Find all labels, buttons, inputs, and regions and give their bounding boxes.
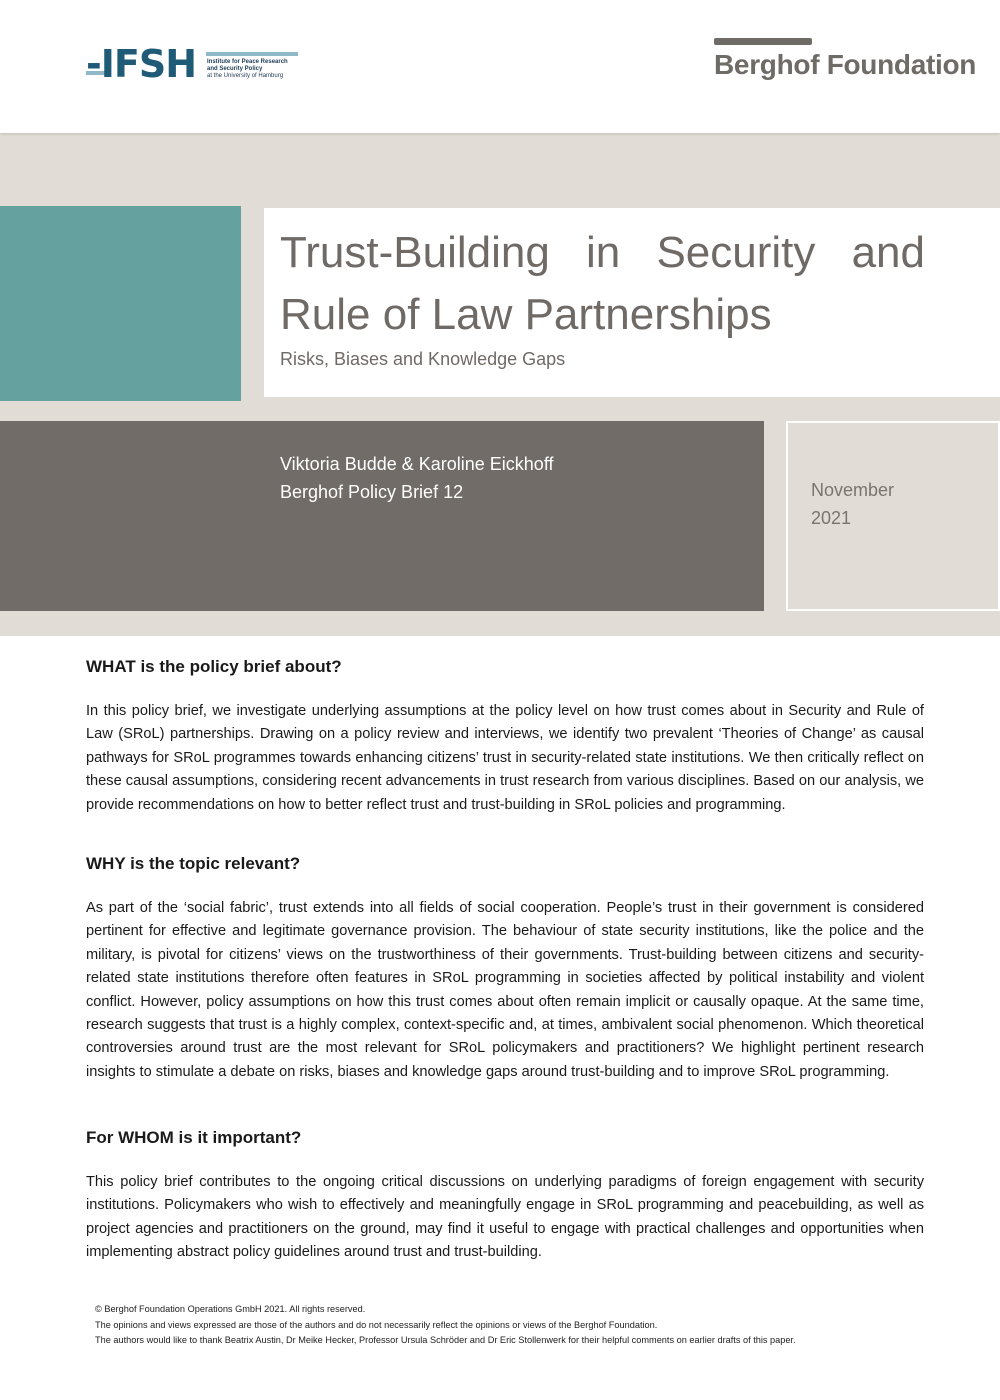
berghof-logo-bar bbox=[714, 38, 812, 45]
berghof-logo-name: Berghof Foundation bbox=[714, 49, 977, 80]
section-text: This policy brief contributes to the ongoing critical discussions on underlying paradigms of foreign engagement with security institutions. Policymakers who wish to effectively and meaningfully engage in SRoL programming and peacebuilding, as well as project agencies and practitioners on the ground, may find it useful to engage with practical challenges and opportunities when implementing abstract policy guidelines around trust and trust-building. bbox=[86, 1174, 924, 1261]
page-title: Trust-Building in Security and Rule of Law Partnerships bbox=[280, 228, 925, 339]
series-label: Berghof Policy Brief 12 bbox=[280, 482, 464, 502]
ifsh-logo-bar bbox=[206, 52, 298, 56]
section-heading: WHAT is the policy brief about? bbox=[86, 657, 342, 676]
ifsh-logo-mark: -IFSH bbox=[86, 42, 197, 86]
section-text: As part of the ‘social fabric’, trust extends into all fields of social cooperation. People’s trust in their government is considered pertinent for effective and legitimate governance provision. The behaviour of state security institutions, like the police and the military, is pivotal for citizens’ views on the trustworthiness of their governments. Trust-building between citizens and security-related state institutions therefore often features in SRoL programming in societies affected by political instability and violent conflict. However, policy assumptions on how this trust comes about often remain implicit or causally opaque. At the same time, research suggests that trust is a highly complex, context-specific and, at times, ambivalent social phenomenon. Which theoretical controversies around trust are the most relevant for SRoL policymakers and practitioners? We highlight pertinent research insights to stimulate a debate on risks, biases and knowledge gaps around trust-building and to improve SRoL programming. bbox=[86, 900, 924, 1080]
publication-month: November bbox=[811, 480, 895, 500]
publication-year: 2021 bbox=[811, 508, 852, 528]
teal-accent-block bbox=[0, 206, 241, 401]
disclaimer: The opinions and views expressed are those of the authors and do not necessarily reflect the opinions or views of the Berghof Foundation. bbox=[95, 1319, 658, 1330]
acknowledgement: The authors would like to thank Beatrix Austin, Dr Meike Hecker, Professor Ursula Schröder and Dr Eric Stollenwerk for their helpful comments on earlier drafts of this paper. bbox=[95, 1335, 796, 1346]
publication-date bbox=[811, 476, 894, 532]
page-header bbox=[0, 0, 1000, 133]
ifsh-logo-text: Institute for Peace Research and Security Policy at the University of Hamburg bbox=[207, 59, 288, 79]
section-heading: WHY is the topic relevant? bbox=[86, 854, 301, 873]
section-text: In this policy brief, we investigate underlying assumptions at the policy level on how trust comes about in Security and Rule of Law (SRoL) partnerships. Drawing on a policy review and interviews, we identify two prevalent ‘Theories of Change’ as causal pathways for SRoL programmes towards enhancing citizens’ trust in security-related state institutions. We then critically reflect on these causal assumptions, considering recent advancements in trust research from various disciplines. Based on our analysis, we provide recommendations on how to better reflect trust and trust-building in SRoL policies and programming. bbox=[86, 703, 924, 813]
copyright-notice: © Berghof Foundation Operations GmbH 2021. All rights reserved. bbox=[95, 1304, 366, 1314]
page-footer bbox=[95, 1302, 935, 1349]
author-info bbox=[280, 450, 554, 506]
page-subtitle: Risks, Biases and Knowledge Gaps bbox=[280, 349, 566, 369]
section-heading: For WHOM is it important? bbox=[86, 1128, 302, 1147]
berghof-logo bbox=[714, 38, 977, 86]
ifsh-logo bbox=[86, 44, 301, 86]
authors: Viktoria Budde & Karoline Eickhoff bbox=[280, 454, 554, 474]
